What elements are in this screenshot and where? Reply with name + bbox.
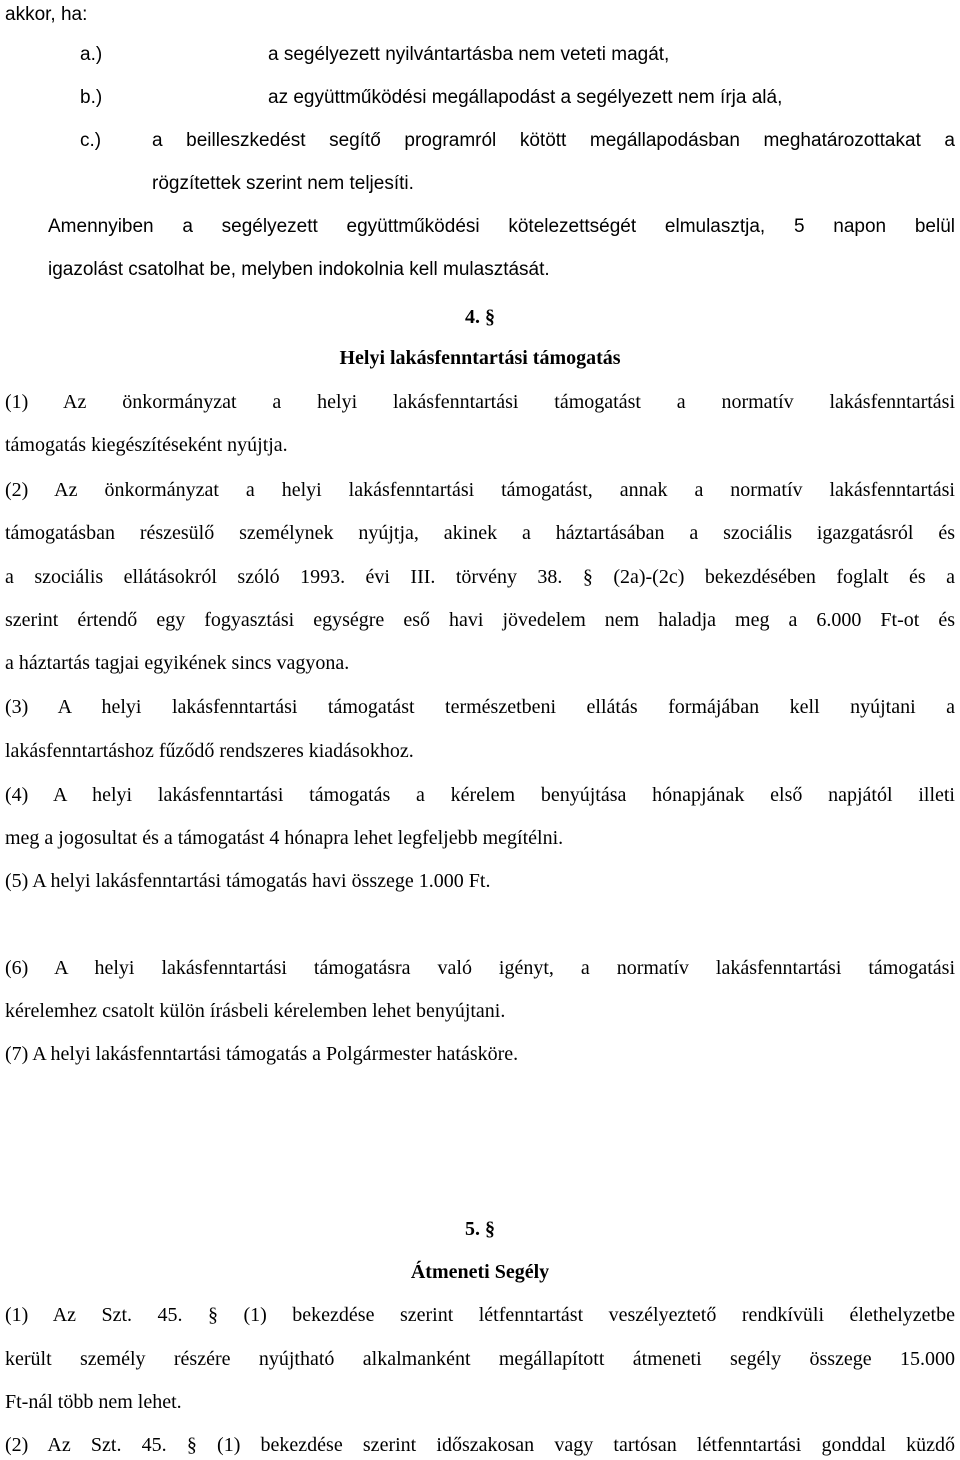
section-4-title: Helyi lakásfenntartási támogatás: [339, 347, 621, 369]
s4-line: (2) Az önkormányzat a helyi lakásfenntartási támogatást, annak a normatív lakásfenntartási: [5, 479, 955, 501]
list-marker-b: b.): [80, 87, 103, 108]
list-item-b: az együttműködési megállapodást a segélyezett nem írja alá,: [268, 87, 783, 108]
intro-text: akkor, ha:: [5, 4, 88, 25]
s5-line: (2) Az Szt. 45. § (1) bekezdése szerint időszakosan vagy tartósan létfenntartási gonddal küzdő: [5, 1434, 955, 1456]
s4-line: kérelemhez csatolt külön írásbeli kérelemben lehet benyújtani.: [5, 1000, 506, 1022]
notice-line-1: Amennyiben a segélyezett együttműködési kötelezettségét elmulasztja, 5 napon belül: [48, 216, 955, 237]
notice-line-2: igazolást csatolhat be, melyben indokolnia kell mulasztását.: [48, 259, 550, 280]
s4-line: (4) A helyi lakásfenntartási támogatás a kérelem benyújtása hónapjának első napjától illeti: [5, 784, 955, 806]
s5-line: (1) Az Szt. 45. § (1) bekezdése szerint létfenntartást veszélyeztető rendkívüli élethelyzetbe: [5, 1304, 955, 1326]
s4-line: a háztartás tagjai egyikének sincs vagyona.: [5, 652, 350, 674]
s4-line: (3) A helyi lakásfenntartási támogatást természetbeni ellátás formájában kell nyújtani a: [5, 696, 955, 718]
list-item-a: a segélyezett nyilvántartásba nem veteti magát,: [268, 44, 670, 65]
list-item-c-continuation: rögzítettek szerint nem teljesíti.: [152, 173, 414, 194]
s5-line: Ft-nál több nem lehet.: [5, 1391, 182, 1413]
s4-line: szerint értendő egy fogyasztási egységre eső havi jövedelem nem haladja meg a 6.000 Ft-ot és: [5, 609, 955, 631]
s4-line: lakásfenntartáshoz fűződő rendszeres kiadásokhoz.: [5, 740, 414, 762]
s4-line: (5) A helyi lakásfenntartási támogatás havi összege 1.000 Ft.: [5, 870, 491, 892]
s4-line: (1) Az önkormányzat a helyi lakásfenntartási támogatást a normatív lakásfenntartási: [5, 391, 955, 413]
s4-line: támogatás kiegészítéseként nyújtja.: [5, 434, 288, 456]
section-5-number: 5. §: [465, 1218, 495, 1240]
s4-line: támogatásban részesülő személynek nyújtja, akinek a háztartásában a szociális igazgatásról és: [5, 522, 955, 544]
s4-line: (6) A helyi lakásfenntartási támogatásra való igényt, a normatív lakásfenntartási támogatási: [5, 957, 955, 979]
section-4-number: 4. §: [465, 306, 495, 328]
s4-line: meg a jogosultat és a támogatást 4 hónapra lehet legfeljebb megítélni.: [5, 827, 564, 849]
list-marker-c: c.): [80, 130, 102, 151]
s4-line: (7) A helyi lakásfenntartási támogatás a Polgármester hatásköre.: [5, 1043, 519, 1065]
list-item-c: a beilleszkedést segítő programról kötött megállapodásban meghatározottakat a: [152, 130, 955, 151]
s5-line: került személy részére nyújtható alkalmanként megállapított átmeneti segély összege 15.000: [5, 1348, 955, 1370]
section-5-title: Átmeneti Segély: [410, 1261, 550, 1283]
s4-line: a szociális ellátásokról szóló 1993. évi III. törvény 38. § (2a)-(2c) bekezdésében foglalt és a: [5, 566, 955, 588]
list-marker-a: a.): [80, 44, 103, 65]
